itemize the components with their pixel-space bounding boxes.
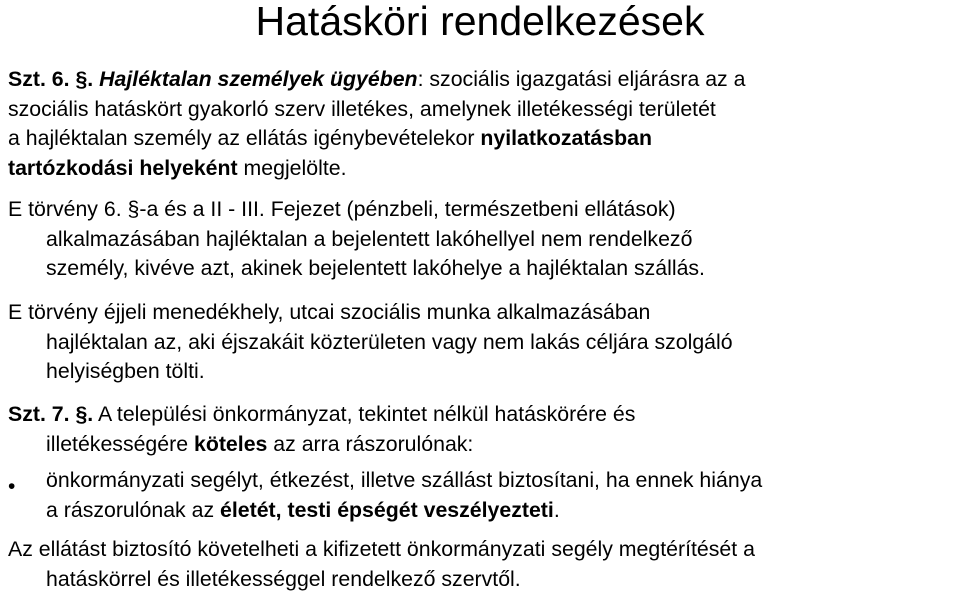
emphasis-text: nyilatkozatásban <box>480 126 652 151</box>
text-segment: az arra rászorulónak: <box>267 431 474 456</box>
text-line: szociális hatáskört gyakorló szerv illetékes, amelynek illetékességi területét <box>8 96 716 121</box>
paragraph-szt-6 <box>8 65 745 183</box>
text-line <box>46 496 762 526</box>
text-line: helyiségben tölti. <box>46 359 205 384</box>
bullet-item-obligation <box>46 466 762 525</box>
law-reference: Szt. 6. §. <box>8 67 100 91</box>
paragraph-homeless-definition <box>8 195 705 284</box>
emphasis-text: tartózkodási helyeként <box>8 155 238 180</box>
text-line: hatáskörrel és illetékességgel rendelkező szervtől. <box>46 566 521 591</box>
text-segment: : szociális igazgatási eljárásra az a <box>417 67 746 91</box>
text-line <box>8 154 745 184</box>
text-line <box>8 124 745 154</box>
text-segment: . <box>553 497 560 522</box>
text-line <box>8 65 745 95</box>
bullet-icon: • <box>8 475 16 498</box>
paragraph-szt-7 <box>8 400 635 459</box>
text-line: személy, kivéve azt, akinek bejelentett lakóhelye a hajléktalan szállás. <box>46 256 705 281</box>
text-line <box>8 430 635 460</box>
text-line: E törvény 6. §-a és a II - III. Fejezet (pénzbeli, természetbeni ellátások) <box>8 197 676 221</box>
emphasis-text: Hajléktalan személyek ügyében <box>99 67 418 91</box>
text-segment: a rászorulónak az <box>46 497 221 522</box>
text-line: E törvény éjjeli menedékhely, utcai szociális munka alkalmazásában <box>8 300 651 324</box>
text-line: Az ellátást biztosító követelheti a kifizetett önkormányzati segély megtérítését a <box>8 537 755 561</box>
text-segment: illetékességére <box>46 431 194 456</box>
text-line: önkormányzati segélyt, étkezést, illetve szállást biztosítani, ha ennek hiánya <box>46 468 763 492</box>
paragraph-night-shelter <box>8 298 733 387</box>
slide-title: Hatásköri rendelkezések <box>255 0 705 44</box>
emphasis-text: életét, testi épségét veszélyezteti <box>220 497 554 522</box>
text-line: alkalmazásában hajléktalan a bejelentett lakóhellyel nem rendelkező <box>46 226 693 251</box>
paragraph-reimbursement <box>8 535 755 594</box>
text-segment: a hajléktalan személy az ellátás igénybevételekor <box>8 126 481 151</box>
law-reference: Szt. 7. §. <box>8 402 94 426</box>
text-line: hajléktalan az, aki éjszakáit közterületen vagy nem lakás céljára szolgáló <box>46 329 733 354</box>
emphasis-text: köteles <box>193 431 268 456</box>
text-segment: megjelölte. <box>237 155 347 180</box>
text-line <box>8 400 635 430</box>
text-segment: A települési önkormányzat, tekintet nélkül hatáskörére és <box>93 402 636 426</box>
